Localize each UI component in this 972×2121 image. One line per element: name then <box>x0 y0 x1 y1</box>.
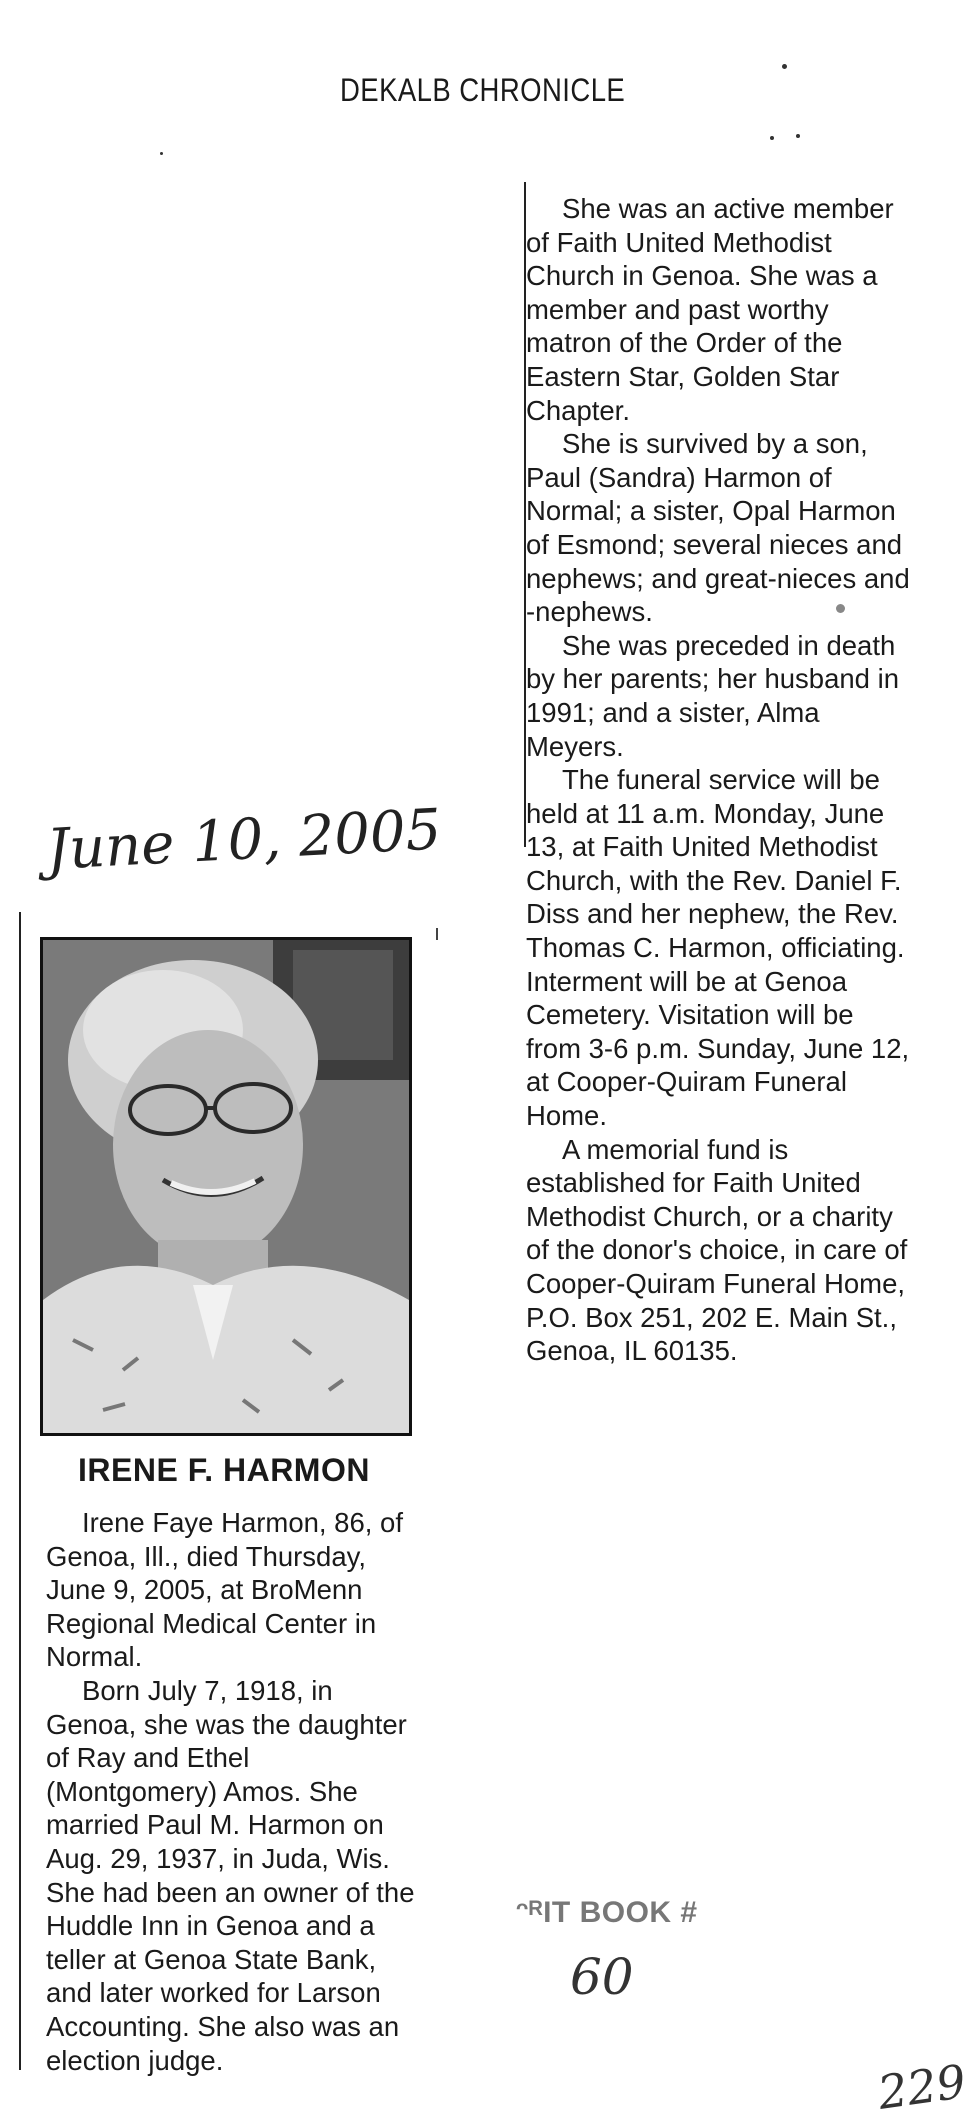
paragraph-preceded: She was preceded in death by her parents; her husband in 1991; and a sister, Alma Meyers. <box>526 629 900 762</box>
paragraph-funeral: The funeral service will be held at 11 a.m. Monday, June 13, at Faith United Methodist Church, with the Rev. Daniel F. Diss and her nephew, the Rev. Thomas C. Harmon, officiating. Interment will be at Genoa Cemetery. Visitation will be from 3-6 p.m. Sunday, June 12, at Cooper-Quiram Funeral Home. <box>526 764 910 1132</box>
handwritten-date: June 10, 2005 <box>45 797 443 883</box>
left-margin-rule <box>19 912 21 2070</box>
obituary-main-column <box>46 1506 426 2077</box>
portrait-photo <box>40 937 412 1436</box>
obit-book-stamp: ᵔᴿIT BOOK # <box>516 1896 698 1929</box>
scan-speck <box>770 136 774 140</box>
scan-speck <box>160 152 163 155</box>
obituary-continuation-column <box>526 192 916 1368</box>
portrait-icon <box>43 940 409 1433</box>
obituary-headline: IRENE F. HARMON <box>78 1452 370 1488</box>
paragraph-biography: Born July 7, 1918, in Genoa, she was the daughter of Ray and Ethel (Montgomery) Amos. She married Paul M. Harmon on Aug. 29, 1937, in Juda, Wis. She had been an owner of the Huddle Inn in Genoa and a teller at Genoa State Bank, and later worked for Larson Accounting. She also was an election judge. <box>46 1674 415 2076</box>
handwritten-page-number: 229 <box>874 2054 970 2120</box>
scan-speck <box>782 64 787 69</box>
scan-speck <box>796 134 800 138</box>
paragraph-church: She was an active member of Faith United Methodist Church in Genoa. She was a member and past worthy matron of the Order of the Eastern Star, Golden Star Chapter. <box>526 193 894 426</box>
obit-book-number: 60 <box>570 1948 634 2006</box>
masthead: DEKALB CHRONICLE <box>340 72 626 108</box>
paragraph-death-notice: Irene Faye Harmon, 86, of Genoa, Ill., died Thursday, June 9, 2005, at BroMenn Regional Medical Center in Normal. <box>46 1507 403 1673</box>
column-tick-mark <box>436 928 438 940</box>
scan-speck <box>836 604 845 613</box>
paragraph-survivors: She is survived by a son, Paul (Sandra) Harmon of Normal; a sister, Opal Harmon of Esmond; several nieces and nephews; and great-nieces and -nephews. <box>526 428 910 628</box>
paragraph-memorial: A memorial fund is established for Faith United Methodist Church, or a charity of the donor's choice, in care of Cooper-Quiram Funeral Home, P.O. Box 251, 202 E. Main St., Genoa, IL 60135. <box>526 1133 908 1367</box>
